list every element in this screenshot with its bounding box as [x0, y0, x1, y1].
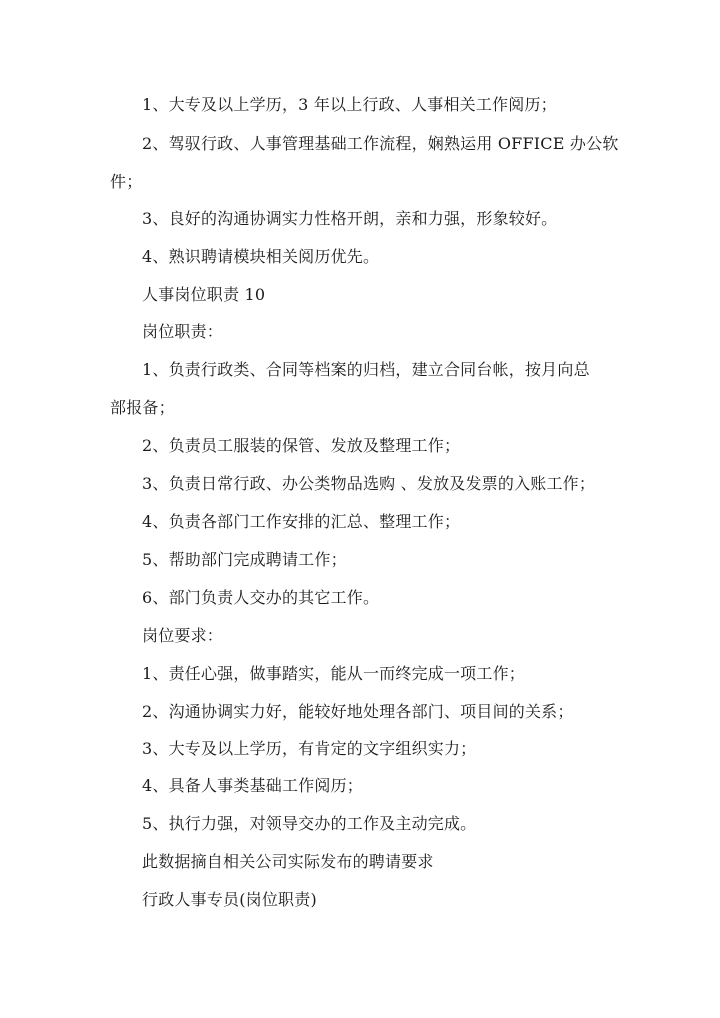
text-line: 4、负责各部门工作安排的汇总、整理工作；	[142, 512, 461, 531]
text-line: 3、大专及以上学历，有肯定的文字组织实力；	[142, 739, 477, 758]
text-line: 5、执行力强，对领导交办的工作及主动完成。	[142, 814, 477, 833]
text-line: 3、良好的沟通协调实力性格开朗，亲和力强，形象较好。	[142, 209, 558, 228]
text-line: 部报备；	[110, 398, 175, 417]
subheading: 岗位要求：	[142, 626, 224, 645]
section-heading: 行政人事专员(岗位职责)	[142, 890, 317, 909]
text-line: 1、大专及以上学历，3 年以上行政、人事相关工作阅历；	[142, 95, 557, 114]
subheading: 岗位职责：	[142, 322, 224, 341]
text-line: 件；	[110, 172, 143, 191]
text-line: 4、具备人事类基础工作阅历；	[142, 776, 363, 795]
text-line: 2、负责员工服装的保管、发放及整理工作；	[142, 436, 461, 455]
text-line: 2、驾驭行政、人事管理基础工作流程，娴熟运用 OFFICE 办公软	[142, 134, 619, 153]
text-line: 5、帮助部门完成聘请工作；	[142, 550, 347, 569]
text-line: 4、熟识聘请模块相关阅历优先。	[142, 247, 380, 266]
text-line: 3、负责日常行政、办公类物品选购 、发放及发票的入账工作；	[142, 474, 596, 493]
source-note: 此数据摘自相关公司实际发布的聘请要求	[142, 852, 434, 871]
section-heading: 人事岗位职责 10	[142, 285, 266, 304]
text-line: 1、责任心强，做事踏实，能从一而终完成一项工作；	[142, 664, 525, 683]
text-line: 1、负责行政类、合同等档案的归档，建立合同台帐，按月向总	[142, 360, 590, 379]
text-line: 2、沟通协调实力好，能较好地处理各部门、项目间的关系；	[142, 702, 574, 721]
text-line: 6、部门负责人交办的其它工作。	[142, 588, 380, 607]
